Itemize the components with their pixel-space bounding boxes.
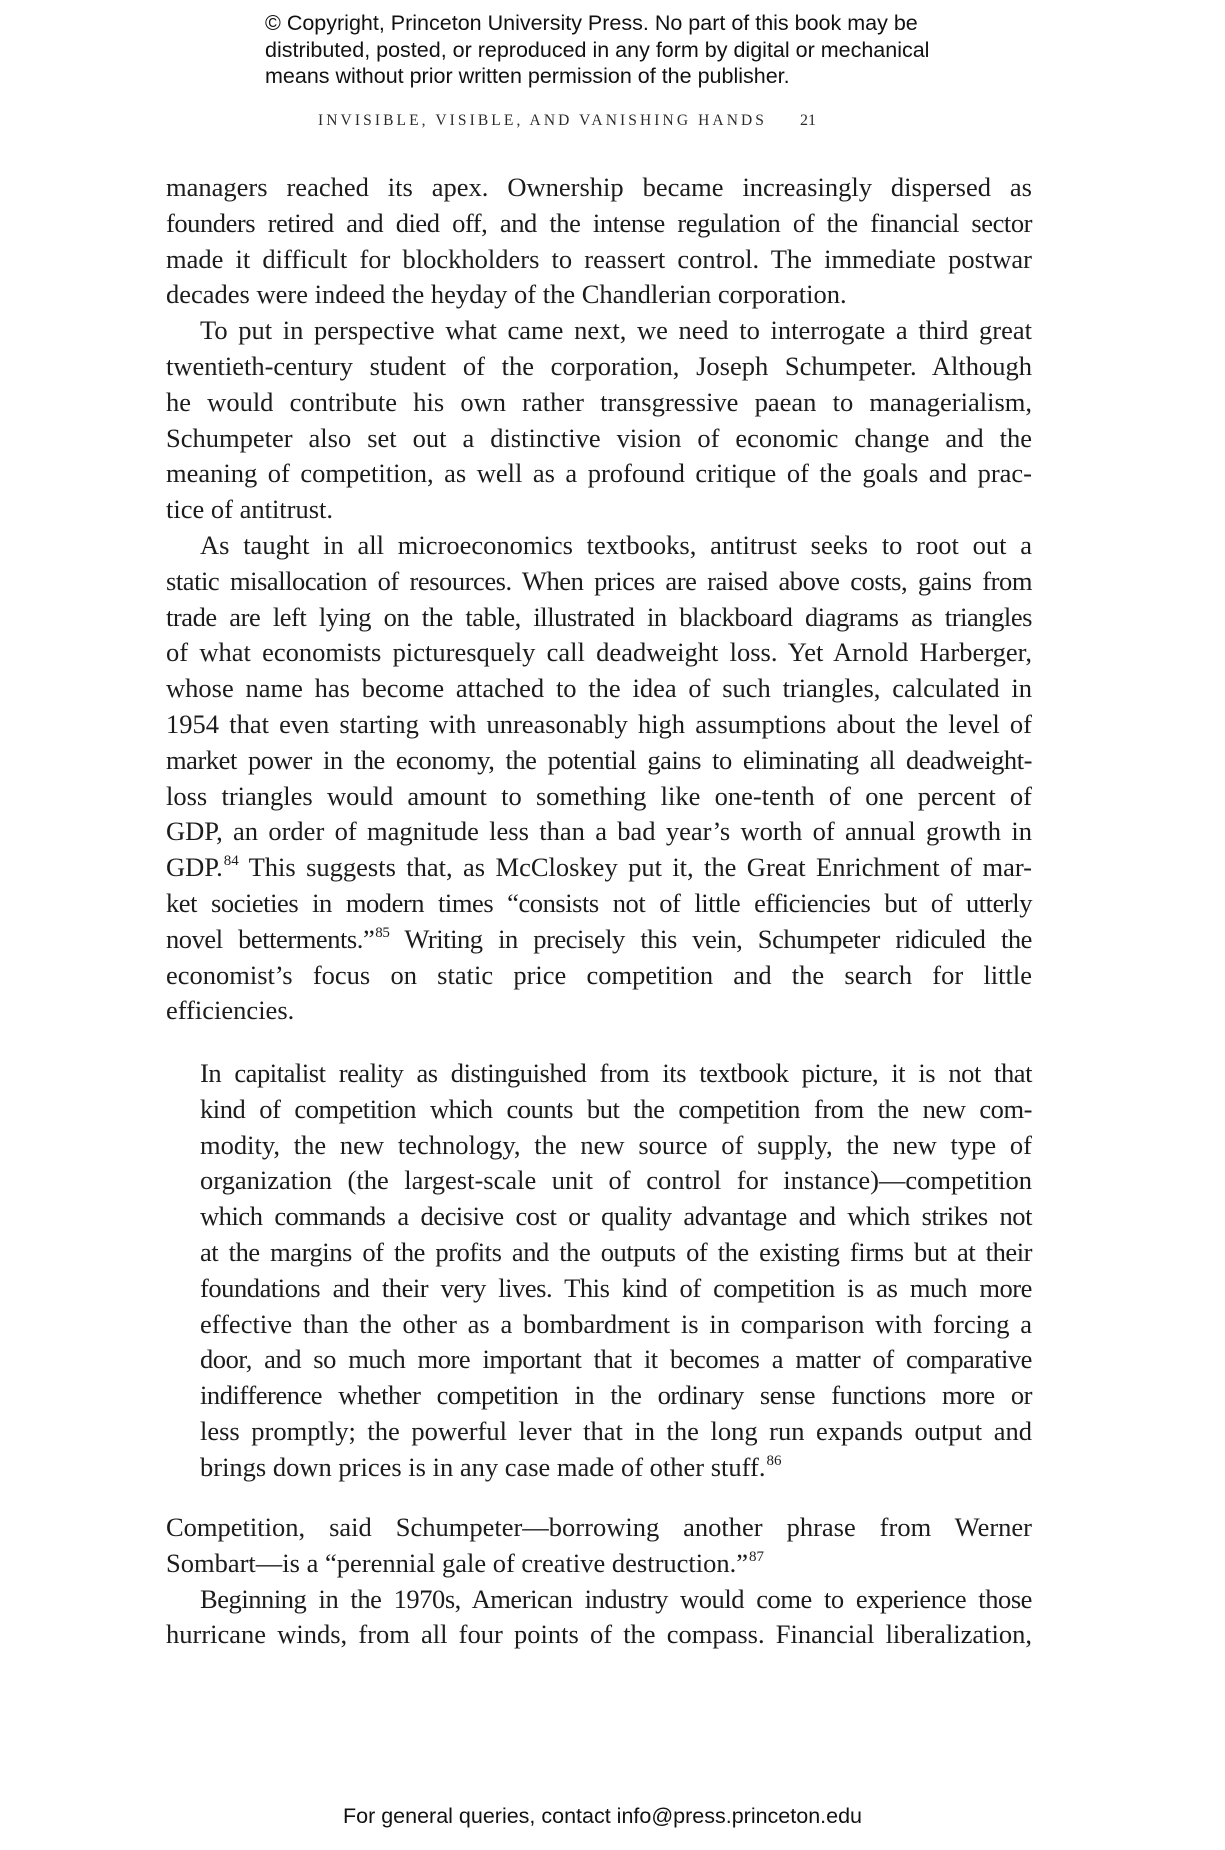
text-line <box>200 1342 1032 1378</box>
line-text: This suggests that, as McCloskey put it, the Great Enrichment of mar- <box>238 852 1032 883</box>
line-text: loss triangles would amount to something like one-tenth of one percent of <box>166 780 1032 811</box>
line-text: meaning of competition, as well as a profound critique of the goals and prac- <box>166 458 1032 489</box>
text-line <box>166 1546 1032 1582</box>
line-text: organization (the largest-scale unit of control for instance)—competition <box>200 1165 1032 1196</box>
line-text: Beginning in the 1970s, American industry would come to experience those <box>200 1583 1032 1614</box>
body-section-2 <box>166 1510 1032 1653</box>
line-text: tice of antitrust. <box>166 494 334 525</box>
text-line <box>166 349 1032 385</box>
text-line <box>166 850 1032 886</box>
text-line <box>200 1199 1032 1235</box>
line-text: managers reached its apex. Ownership became increasingly dispersed as <box>166 172 1032 202</box>
page-number: 21 <box>799 112 816 129</box>
text-line <box>166 779 1032 815</box>
line-text: kind of competition which counts but the competition from the new com- <box>200 1093 1032 1124</box>
text-line <box>166 600 1032 636</box>
line-text: twentieth-century student of the corporation, Joseph Schumpeter. Although <box>166 350 1032 381</box>
copyright-notice <box>265 10 1025 90</box>
text-line <box>200 1307 1032 1343</box>
text-line <box>200 1271 1032 1307</box>
text-line <box>166 564 1032 600</box>
text-line <box>166 671 1032 707</box>
text-line <box>166 1582 1032 1618</box>
page-footer: For general queries, contact info@press.princeton.edu <box>343 1804 863 1828</box>
text-line <box>200 1378 1032 1414</box>
line-text: founders retired and died off, and the intense regulation of the financial sector <box>166 207 1032 238</box>
line-text: door, and so much more important that it becomes a matter of comparative <box>200 1344 1032 1375</box>
text-line <box>166 707 1032 743</box>
text-line <box>200 1128 1032 1164</box>
footnote-marker[interactable]: 84 <box>223 853 239 870</box>
text-line <box>200 1092 1032 1128</box>
copyright-line: © Copyright, Princeton University Press. No part of this book may be <box>265 11 918 35</box>
footnote-marker[interactable]: 85 <box>375 924 390 941</box>
footnote-marker[interactable]: 86 <box>766 1452 782 1469</box>
line-text: Competition, said Schumpeter—borrowing another phrase from Werner <box>166 1512 1032 1542</box>
text-line <box>166 1617 1032 1653</box>
text-line <box>166 242 1032 278</box>
text-line <box>166 814 1032 850</box>
line-text: he would contribute his own rather transgressive paean to managerialism, <box>166 386 1032 417</box>
line-text: of what economists picturesquely call deadweight loss. Yet Arnold Harberger, <box>166 637 1032 668</box>
text-line <box>166 1510 1032 1546</box>
line-text: effective than the other as a bombardment is in comparison with forcing a <box>200 1308 1032 1339</box>
text-line <box>166 528 1032 564</box>
line-text: economist’s focus on static price competition and the search for little <box>166 959 1032 990</box>
line-text: made it difficult for blockholders to reassert control. The immediate postwar <box>166 243 1032 274</box>
line-text: Sombart—is a “perennial gale of creative destruction.” <box>166 1547 749 1578</box>
line-text: novel betterments.” <box>166 923 375 954</box>
block-quote <box>200 1056 1032 1486</box>
text-line <box>166 492 1032 528</box>
copyright-line: distributed, posted, or reproduced in any form by digital or mechanical <box>265 37 930 62</box>
text-line <box>166 743 1032 779</box>
line-text: hurricane winds, from all four points of the compass. Financial liberalization, <box>166 1619 1032 1650</box>
text-line <box>166 385 1032 421</box>
text-line <box>166 922 1032 958</box>
text-line <box>166 277 1032 313</box>
line-text: static misallocation of resources. When prices are raised above costs, gains from <box>166 565 1032 596</box>
line-text: trade are left lying on the table, illustrated in blackboard diagrams as triangles <box>166 601 1032 632</box>
running-head-title: INVISIBLE, VISIBLE, AND VANISHING HANDS <box>318 112 767 129</box>
line-text: Writing in precisely this vein, Schumpeter ridiculed the <box>389 923 1032 954</box>
body-section-1 <box>166 170 1032 1029</box>
text-line <box>166 635 1032 671</box>
line-text: whose name has become attached to the idea of such triangles, calculated in <box>166 673 1032 704</box>
text-line <box>166 958 1032 994</box>
line-text: To put in perspective what came next, we need to interrogate a third great <box>200 315 1032 346</box>
line-text: decades were indeed the heyday of the Chandlerian corporation. <box>166 279 847 310</box>
text-line <box>166 170 1032 206</box>
line-text: modity, the new technology, the new source of supply, the new type of <box>200 1129 1032 1160</box>
line-text: which commands a decisive cost or quality advantage and which strikes not <box>200 1201 1032 1232</box>
text-line <box>166 993 1032 1029</box>
line-text: ket societies in modern times “consists not of little efficiencies but of utterly <box>166 887 1032 918</box>
running-head <box>318 112 816 130</box>
line-text: at the margins of the profits and the outputs of the existing firms but at their <box>200 1236 1032 1267</box>
footnote-marker[interactable]: 87 <box>749 1548 765 1565</box>
line-text: GDP. <box>166 852 223 883</box>
line-text: 1954 that even starting with unreasonably high assumptions about the level of <box>166 708 1032 739</box>
line-text: less promptly; the powerful lever that in the long run expands output and <box>200 1415 1032 1446</box>
line-text: In capitalist reality as distinguished from its textbook picture, it is not that <box>200 1058 1032 1088</box>
text-line <box>200 1450 1032 1486</box>
line-text: market power in the economy, the potential gains to eliminating all deadweight- <box>166 744 1032 775</box>
text-line <box>166 206 1032 242</box>
text-line <box>166 313 1032 349</box>
text-line <box>166 456 1032 492</box>
text-line <box>200 1414 1032 1450</box>
line-text: Schumpeter also set out a distinctive vision of economic change and the <box>166 422 1032 453</box>
line-text: efficiencies. <box>166 995 295 1026</box>
copyright-line: means without prior written permission of the publisher. <box>265 64 790 88</box>
text-line <box>200 1163 1032 1199</box>
text-line <box>166 886 1032 922</box>
line-text: GDP, an order of magnitude less than a bad year’s worth of annual growth in <box>166 816 1032 847</box>
text-line <box>200 1056 1032 1092</box>
line-text: brings down prices is in any case made of other stuff. <box>200 1451 766 1482</box>
line-text: foundations and their very lives. This kind of competition is as much more <box>200 1272 1032 1303</box>
text-line <box>200 1235 1032 1271</box>
line-text: indifference whether competition in the ordinary sense functions more or <box>200 1380 1032 1411</box>
line-text: As taught in all microeconomics textbooks, antitrust seeks to root out a <box>200 529 1032 560</box>
text-line <box>166 421 1032 457</box>
